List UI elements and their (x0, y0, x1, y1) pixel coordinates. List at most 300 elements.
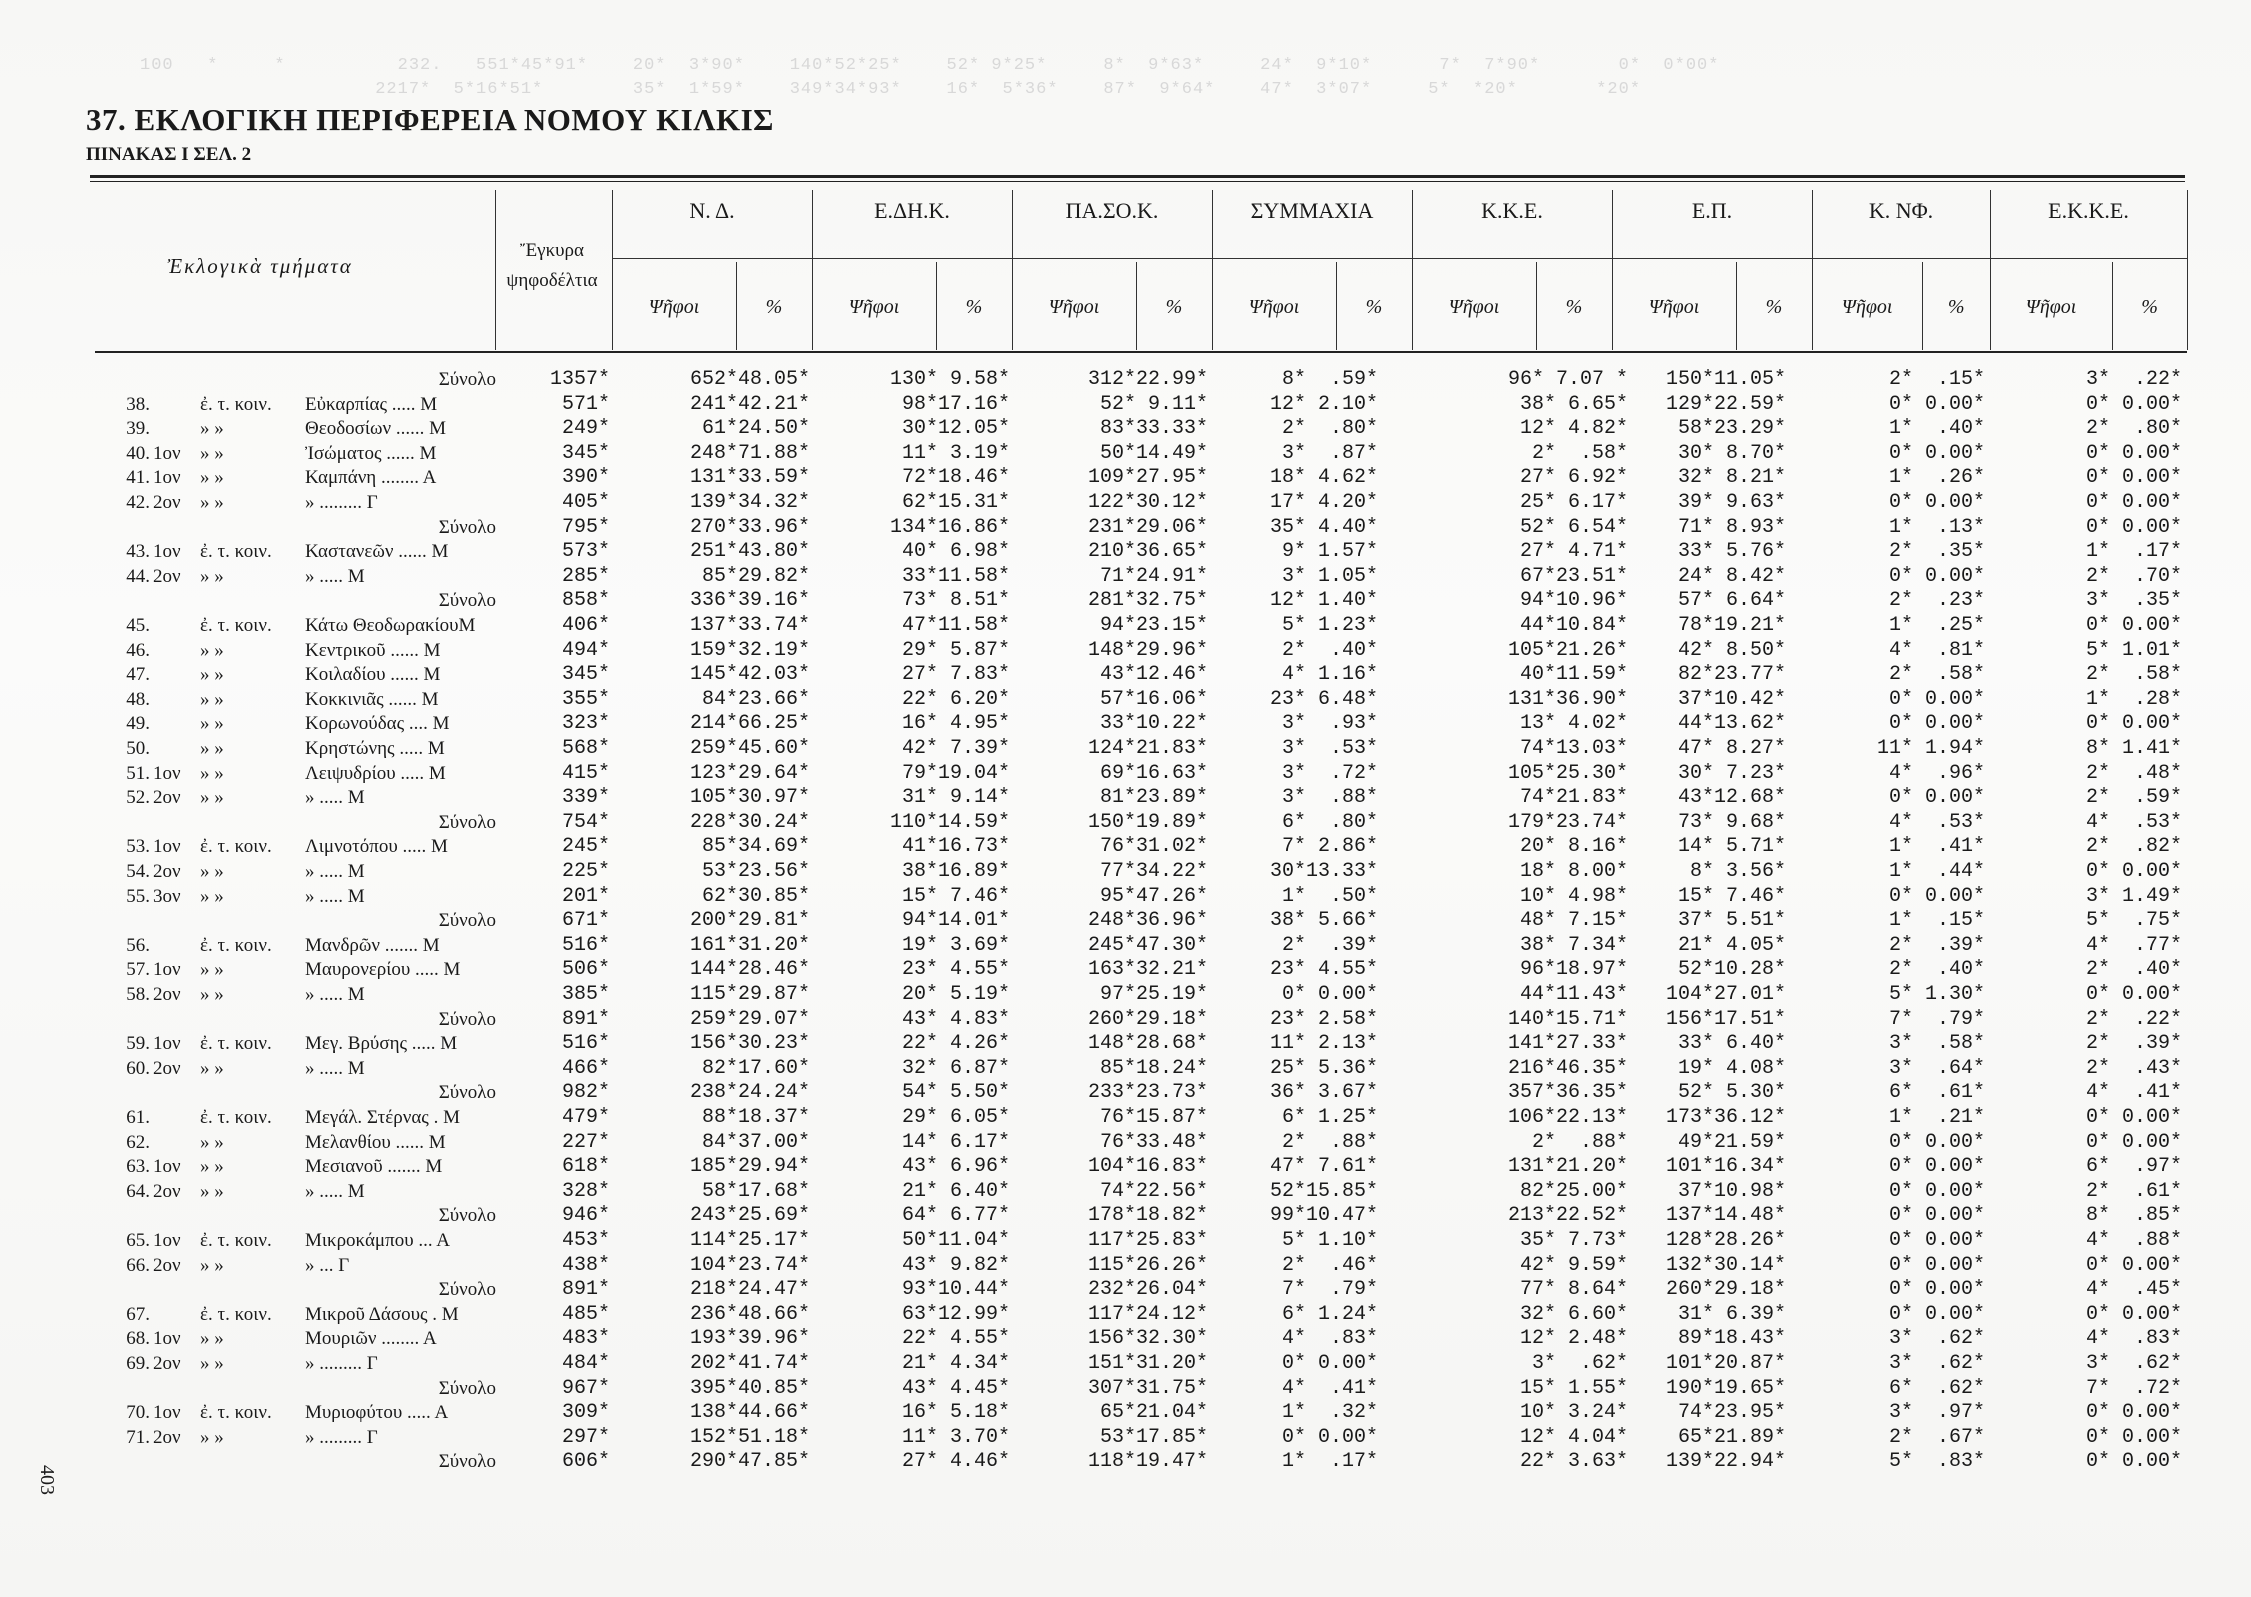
table-row (0, 1180, 2251, 1205)
party-result: 105*25.30* (1507, 761, 1628, 785)
party-result: 12* 4.82* (1519, 417, 1628, 441)
row-number: 59. (126, 1033, 150, 1055)
party-result: 1* .32* (1281, 1401, 1378, 1425)
party-header: Ε.Π. (1691, 198, 1733, 223)
party-result: 1* .40* (1888, 417, 1985, 441)
party-result: 43* 9.82* (901, 1253, 1010, 1277)
party-result: 131*36.90* (1507, 687, 1628, 711)
party-result: 52*10.28* (1677, 958, 1786, 982)
divider (1536, 262, 1537, 350)
party-result: 2* .61* (2085, 1179, 2182, 1203)
party-result: 4* .41* (2085, 1081, 2182, 1105)
party-result: 3* .62* (1531, 1352, 1628, 1375)
party-result: 30* 7.23* (1677, 761, 1786, 785)
percent-subheader: % (1165, 296, 1183, 318)
party-result: 241*42.21* (689, 392, 810, 416)
total-label: Σύνολο (438, 516, 496, 538)
party-result: 35* 4.40* (1269, 515, 1378, 539)
party-result: 0* 0.00* (2085, 441, 2182, 465)
valid-ballots: 858* (561, 589, 610, 613)
row-ordinal: 2ον (153, 1180, 181, 1202)
party-result: 4* .77* (2085, 933, 2182, 957)
party-result: 16* 4.95* (901, 712, 1010, 736)
valid-ballots: 516* (561, 1032, 610, 1056)
party-result: 37*10.42* (1677, 687, 1786, 711)
party-result: 0* 0.00* (1888, 392, 1985, 416)
community-type: » » (200, 1057, 224, 1079)
party-result: 29* 6.05* (901, 1106, 1010, 1129)
valid-ballots: 483* (561, 1327, 610, 1351)
row-number: 45. (126, 615, 150, 636)
party-result: 251*43.80* (689, 540, 810, 564)
party-result: 238*24.24* (689, 1081, 810, 1105)
party-result: 22* 3.63* (1519, 1450, 1628, 1474)
table-row (0, 1131, 2251, 1156)
party-result: 8* 1.41* (2085, 737, 2182, 760)
party-result: 23* 4.55* (901, 958, 1010, 982)
party-result: 193*39.96* (689, 1327, 810, 1351)
community-type: » » (200, 861, 224, 882)
row-number: 52. (126, 787, 150, 809)
party-header: Ε.ΔΗ.Κ. (874, 198, 950, 223)
party-result: 2* .80* (2085, 417, 2182, 441)
row-number: 44. (126, 565, 150, 587)
total-row (0, 1450, 2251, 1475)
party-result: 23* 2.58* (1269, 1007, 1378, 1031)
party-result: 114*25.17* (689, 1229, 810, 1252)
section-name: » ......... Γ (305, 1426, 378, 1448)
party-result: 14* 5.71* (1677, 835, 1786, 859)
total-row (0, 368, 2251, 393)
party-result: 2* .35* (1888, 540, 1985, 564)
community-type: » » (200, 442, 224, 464)
party-result: 42* 7.39* (901, 737, 1010, 760)
party-result: 0* 0.00* (1888, 1204, 1985, 1228)
community-type: ἐ. τ. κοιν. (200, 541, 272, 563)
party-result: 37*10.98* (1677, 1179, 1786, 1203)
row-number: 61. (126, 1107, 150, 1128)
valid-ballots: 323* (561, 712, 610, 736)
party-result: 178*18.82* (1087, 1204, 1208, 1228)
valid-ballots: 438* (561, 1253, 610, 1277)
party-result: 270*33.96* (689, 515, 810, 539)
section-name: Μουριῶν ........ Α (305, 1328, 437, 1350)
row-number: 53. (126, 836, 150, 858)
community-type: » » (200, 1131, 224, 1153)
party-result: 38* 5.66* (1269, 909, 1378, 933)
party-result: 138*44.66* (689, 1401, 810, 1425)
party-result: 57*16.06* (1099, 687, 1208, 711)
party-result: 21* 4.05* (1677, 933, 1786, 957)
party-result: 11* 3.70* (901, 1425, 1010, 1449)
row-ordinal: 1ον (153, 762, 181, 784)
row-number: 47. (126, 664, 150, 686)
votes-subheader: Ψῆφοι (1248, 296, 1300, 318)
total-label: Σύνολο (438, 1377, 496, 1399)
party-result: 2* .43* (2085, 1056, 2182, 1080)
valid-ballots: 201* (561, 884, 610, 908)
party-result: 105*30.97* (689, 786, 810, 810)
party-result: 11* 2.13* (1269, 1032, 1378, 1056)
party-result: 65*21.04* (1099, 1401, 1208, 1425)
party-result: 281*32.75* (1087, 589, 1208, 613)
party-result: 49*21.59* (1677, 1130, 1786, 1154)
total-label: Σύνολο (438, 910, 496, 932)
row-ordinal: 1ον (153, 836, 181, 858)
community-type: ἐ. τ. κοιν. (200, 1402, 272, 1424)
party-result: 85*34.69* (701, 835, 810, 859)
table-row (0, 688, 2251, 713)
party-result: 65*21.89* (1677, 1425, 1786, 1449)
party-result: 2* .58* (1888, 663, 1985, 687)
row-ordinal: 2ον (153, 492, 181, 513)
party-result: 2* .40* (2085, 958, 2182, 982)
top-rule-thin (90, 181, 2185, 182)
party-result: 73* 9.68* (1677, 810, 1786, 834)
party-result: 0* 0.00* (2085, 1401, 2182, 1425)
party-result: 58*17.68* (701, 1179, 810, 1203)
votes-subheader: Ψῆφοι (2025, 296, 2077, 318)
party-result: 41*16.73* (901, 835, 1010, 859)
valid-ballots: 479* (561, 1106, 610, 1129)
community-type: » » (200, 762, 224, 784)
table-row (0, 786, 2251, 811)
party-result: 17* 4.20* (1269, 491, 1378, 514)
total-label: Σύνολο (438, 1451, 496, 1473)
party-result: 96* 7.07 * (1507, 368, 1628, 391)
party-result: 63*12.99* (901, 1302, 1010, 1326)
divider (1136, 262, 1137, 350)
valid-ballots: 355* (561, 687, 610, 711)
party-result: 161*31.20* (689, 933, 810, 957)
party-result: 4* .96* (1888, 761, 1985, 785)
party-result: 76*15.87* (1099, 1106, 1208, 1129)
total-label: Σύνολο (438, 590, 496, 612)
table-row (0, 1254, 2251, 1279)
party-result: 18* 8.00* (1519, 860, 1628, 883)
community-type: » » (200, 1328, 224, 1350)
row-number: 60. (126, 1057, 150, 1079)
party-result: 0* 0.00* (1888, 1130, 1985, 1154)
section-name: Λιμνοτόπου ..... Μ (305, 836, 448, 858)
party-result: 4* .41* (1281, 1376, 1378, 1400)
community-type: » » (200, 1180, 224, 1202)
percent-subheader: % (765, 296, 783, 318)
table-row (0, 565, 2251, 590)
party-result: 156*32.30* (1087, 1327, 1208, 1351)
valid-ballots: 406* (561, 614, 610, 637)
party-result: 12* 2.48* (1519, 1327, 1628, 1351)
party-result: 94*14.01* (901, 909, 1010, 933)
party-result: 19* 3.69* (901, 933, 1010, 957)
table-row (0, 934, 2251, 959)
row-number: 50. (126, 738, 150, 759)
party-result: 36* 3.67* (1269, 1081, 1378, 1105)
party-result: 0* 0.00* (1888, 564, 1985, 588)
party-result: 88*18.37* (701, 1106, 810, 1129)
party-result: 148*28.68* (1087, 1032, 1208, 1056)
party-result: 39* 9.63* (1677, 491, 1786, 514)
table-row (0, 1106, 2251, 1131)
party-result: 248*36.96* (1087, 909, 1208, 933)
party-result: 40* 6.98* (901, 540, 1010, 564)
section-name: Καστανεῶν ...... Μ (305, 541, 449, 563)
party-result: 4* .45* (2085, 1278, 2182, 1302)
party-result: 24* 8.42* (1677, 564, 1786, 588)
party-result: 131*21.20* (1507, 1155, 1628, 1179)
party-result: 2* .40* (1281, 638, 1378, 662)
party-result: 12* 2.10* (1269, 392, 1378, 416)
total-row (0, 1081, 2251, 1106)
party-result: 1* .15* (1888, 909, 1985, 933)
valid-ballots: 285* (561, 564, 610, 588)
party-result: 0* 0.00* (1888, 1155, 1985, 1179)
row-number: 58. (126, 984, 150, 1005)
party-result: 4* .53* (1888, 810, 1985, 834)
total-row (0, 516, 2251, 541)
row-number: 55. (126, 885, 150, 907)
party-result: 0* 0.00* (1888, 491, 1985, 514)
party-result: 74*21.83* (1519, 786, 1628, 810)
table-row (0, 663, 2251, 688)
section-name: Μαυρονερίου ..... Μ (305, 959, 461, 981)
party-result: 395*40.85* (689, 1376, 810, 1400)
party-result: 7* .72* (2085, 1376, 2182, 1400)
party-result: 2* .39* (1281, 933, 1378, 957)
party-header: ΠΑ.ΣΟ.Κ. (1065, 198, 1159, 223)
party-result: 7* .79* (1281, 1278, 1378, 1302)
party-result: 43*12.46* (1099, 663, 1208, 687)
party-result: 14* 6.17* (901, 1130, 1010, 1154)
valid-ballots-header: Ἔγκυρα ψηφοδέλτια (506, 240, 598, 291)
valid-ballots: 1357* (549, 368, 610, 391)
party-result: 259*29.07* (689, 1007, 810, 1031)
table-row (0, 1155, 2251, 1180)
party-result: 3* .93* (1281, 712, 1378, 736)
percent-subheader: % (1765, 296, 1783, 318)
party-result: 40*11.59* (1519, 663, 1628, 687)
party-result: 38* 7.34* (1519, 933, 1628, 957)
percent-subheader: % (1947, 296, 1965, 318)
section-name: Μικροῦ Δάσους . Μ (305, 1303, 459, 1325)
party-result: 1* .17* (1281, 1450, 1378, 1474)
party-result: 0* 0.00* (2085, 1253, 2182, 1277)
party-result: 185*29.94* (689, 1155, 810, 1179)
row-number: 51. (126, 762, 150, 784)
party-result: 307*31.75* (1087, 1376, 1208, 1400)
row-number: 43. (126, 541, 150, 563)
party-result: 31* 6.39* (1677, 1302, 1786, 1326)
row-number: 49. (126, 713, 150, 735)
section-name: » ..... Μ (305, 1180, 365, 1202)
row-ordinal: 1ον (153, 467, 181, 489)
party-result: 156*17.51* (1665, 1007, 1786, 1031)
valid-ballots: 484* (561, 1352, 610, 1375)
party-result: 22* 4.55* (901, 1327, 1010, 1351)
party-result: 156*30.23* (689, 1032, 810, 1056)
valid-ballots: 946* (561, 1204, 610, 1228)
valid-ballots: 466* (561, 1056, 610, 1080)
valid-ballots: 494* (561, 638, 610, 662)
party-result: 93*10.44* (901, 1278, 1010, 1302)
table-row (0, 860, 2251, 885)
total-row (0, 811, 2251, 836)
party-result: 30*12.05* (901, 417, 1010, 441)
party-result: 81*23.89* (1099, 786, 1208, 810)
party-result: 139*22.94* (1665, 1450, 1786, 1474)
party-result: 0* 0.00* (2085, 515, 2182, 539)
row-ordinal: 1ον (153, 541, 181, 563)
divider (495, 190, 496, 350)
row-number: 64. (126, 1180, 150, 1202)
party-result: 79*19.04* (901, 761, 1010, 785)
party-result: 137*14.48* (1665, 1204, 1786, 1228)
party-result: 3* .62* (2085, 1352, 2182, 1375)
party-result: 200*29.81* (689, 909, 810, 933)
row-number: 62. (126, 1131, 150, 1153)
party-result: 2* .58* (2085, 663, 2182, 687)
row-ordinal: 2ον (153, 1057, 181, 1079)
total-label: Σύνολο (438, 811, 496, 833)
row-ordinal: 2ον (153, 1426, 181, 1448)
community-type: » » (200, 639, 224, 661)
party-result: 0* 0.00* (1888, 1179, 1985, 1203)
party-result: 140*15.71* (1507, 1007, 1628, 1031)
party-result: 260*29.18* (1665, 1278, 1786, 1302)
party-result: 3* 1.05* (1281, 564, 1378, 588)
party-result: 6* .62* (1888, 1376, 1985, 1400)
party-result: 5* 1.30* (1888, 983, 1985, 1006)
bleed-through-text: 100 * * 232. 551*45*91* 20* 3*90* 140*52*25* 52* 9*25* 8* 9*63* 24* 9*10* 7* 7*90* 0* 0*00* (140, 56, 1720, 75)
table-row (0, 1229, 2251, 1254)
party-result: 2* .59* (2085, 786, 2182, 810)
community-type: » » (200, 984, 224, 1005)
party-result: 58*23.29* (1677, 417, 1786, 441)
votes-subheader: Ψῆφοι (1448, 296, 1500, 318)
valid-ballots: 345* (561, 663, 610, 687)
section-name: » ..... Μ (305, 1057, 365, 1079)
party-header: Ε.Κ.Κ.Ε. (2048, 198, 2129, 223)
row-number: 67. (126, 1303, 150, 1325)
total-label: Σύνολο (438, 1008, 496, 1030)
party-result: 78*19.21* (1677, 614, 1786, 637)
party-result: 44*13.62* (1677, 712, 1786, 736)
party-result: 6* 1.24* (1281, 1302, 1378, 1326)
section-name: » ..... Μ (305, 565, 365, 587)
party-result: 52*15.85* (1269, 1179, 1378, 1203)
party-result: 3* .35* (2085, 589, 2182, 613)
valid-ballots: 506* (561, 958, 610, 982)
party-result: 8* .85* (2085, 1204, 2182, 1228)
table-row (0, 417, 2251, 442)
party-result: 62*15.31* (901, 491, 1010, 514)
community-type: ἐ. τ. κοιν. (200, 1033, 272, 1055)
community-type: » » (200, 959, 224, 981)
top-rule (90, 175, 2185, 178)
valid-ballots: 485* (561, 1302, 610, 1326)
section-name: » ..... Μ (305, 787, 365, 809)
party-result: 42* 8.50* (1677, 638, 1786, 662)
valid-ballots: 227* (561, 1130, 610, 1154)
section-name: Μανδρῶν ....... Μ (305, 934, 440, 956)
row-ordinal: 2ον (153, 861, 181, 882)
party-result: 233*23.73* (1087, 1081, 1208, 1105)
valid-ballots: 453* (561, 1229, 610, 1252)
party-result: 83*33.33* (1099, 417, 1208, 441)
party-result: 61*24.50* (701, 417, 810, 441)
party-result: 44*11.43* (1519, 983, 1628, 1006)
party-result: 3* .62* (1888, 1352, 1985, 1375)
party-result: 74*23.95* (1677, 1401, 1786, 1425)
party-result: 2* .23* (1888, 589, 1985, 613)
valid-ballots: 891* (561, 1278, 610, 1302)
party-result: 104*16.83* (1087, 1155, 1208, 1179)
party-result: 1* .25* (1888, 614, 1985, 637)
valid-ballots: 754* (561, 810, 610, 834)
valid-ballots: 249* (561, 417, 610, 441)
party-result: 236*48.66* (689, 1302, 810, 1326)
party-result: 0* 0.00* (2085, 1302, 2182, 1326)
party-result: 0* 0.00* (2085, 1130, 2182, 1154)
party-result: 290*47.85* (689, 1450, 810, 1474)
party-result: 27* 7.83* (901, 663, 1010, 687)
row-ordinal: 2ον (153, 1254, 181, 1276)
party-result: 73* 8.51* (901, 589, 1010, 613)
party-result: 1* .21* (1888, 1106, 1985, 1129)
party-result: 12* 1.40* (1269, 589, 1378, 613)
party-result: 357*36.35* (1507, 1081, 1628, 1105)
party-result: 4* .83* (2085, 1327, 2182, 1351)
section-name: Κάτω ΘεοδωρακίουΜ (305, 615, 476, 636)
party-result: 129*22.59* (1665, 392, 1786, 416)
party-result: 0* 0.00* (1888, 1253, 1985, 1277)
party-result: 228*30.24* (689, 810, 810, 834)
community-type: » » (200, 467, 224, 489)
party-result: 1* .50* (1281, 884, 1378, 908)
row-ordinal: 1ον (153, 442, 181, 464)
party-result: 1* .44* (1888, 860, 1985, 883)
party-result: 101*20.87* (1665, 1352, 1786, 1375)
table-row (0, 466, 2251, 491)
community-type: ἐ. τ. κοιν. (200, 615, 272, 636)
party-result: 5* 1.01* (2085, 638, 2182, 662)
valid-ballots: 606* (561, 1450, 610, 1474)
table-row (0, 737, 2251, 762)
party-result: 52* 9.11* (1099, 392, 1208, 416)
table-row (0, 958, 2251, 983)
votes-subheader: Ψῆφοι (848, 296, 900, 318)
party-result: 89*18.43* (1677, 1327, 1786, 1351)
party-result: 47*11.58* (901, 614, 1010, 637)
party-result: 4* .83* (1281, 1327, 1378, 1351)
valid-ballots: 795* (561, 515, 610, 539)
party-result: 652*48.05* (689, 368, 810, 391)
community-type: » » (200, 418, 224, 440)
party-result: 2* .39* (2085, 1032, 2182, 1056)
divider (1336, 262, 1337, 350)
party-result: 0* 0.00* (2085, 491, 2182, 514)
party-result: 95*47.26* (1099, 884, 1208, 908)
community-type: ἐ. τ. κοιν. (200, 1107, 272, 1128)
party-result: 53*17.85* (1099, 1425, 1208, 1449)
party-result: 47* 7.61* (1269, 1155, 1378, 1179)
section-name: Καμπάνη ........ Α (305, 467, 437, 489)
party-result: 214*66.25* (689, 712, 810, 736)
party-result: 11* 3.19* (901, 441, 1010, 465)
party-result: 97*25.19* (1099, 983, 1208, 1006)
section-name: Μικροκάμπου ... Α (305, 1230, 451, 1251)
party-result: 71*24.91* (1099, 564, 1208, 588)
